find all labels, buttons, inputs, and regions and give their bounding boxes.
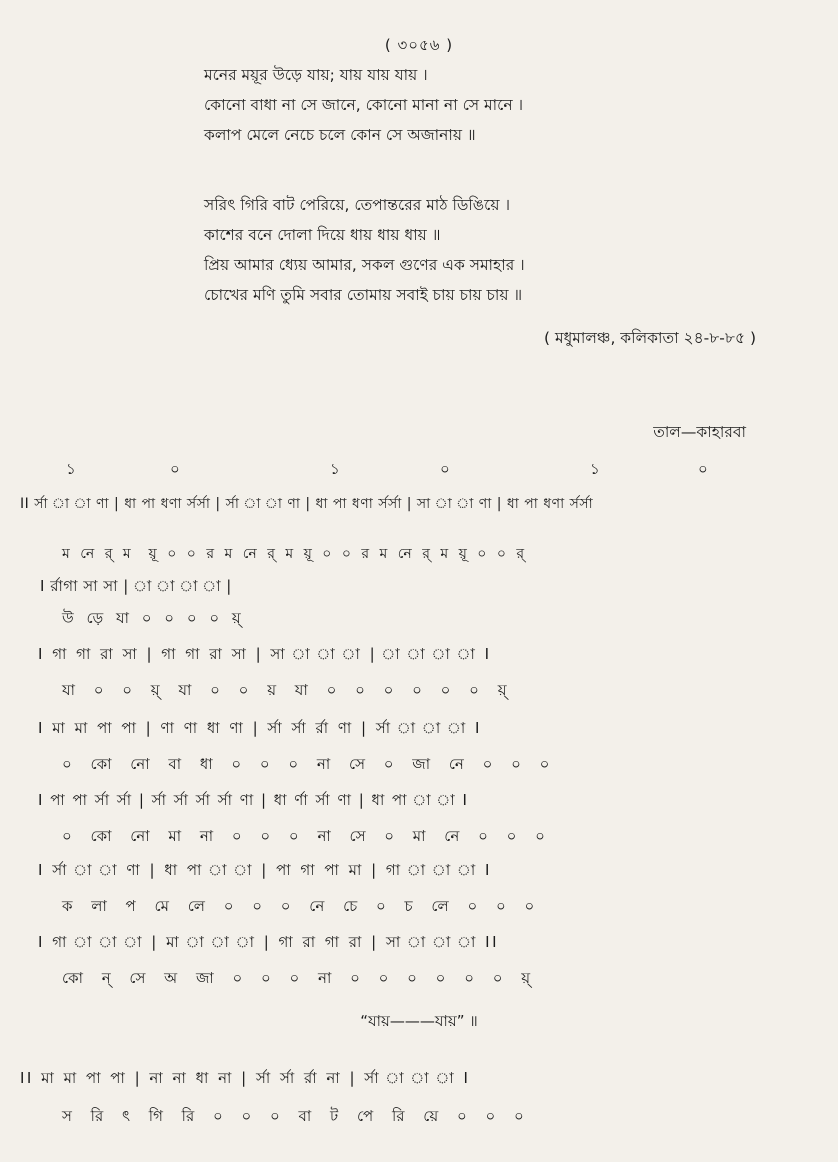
poem-line: চোখের মণি তুমি সবার তোমায় সবাই চায় চায় চায় ॥	[204, 286, 523, 304]
beat-marker: ০	[170, 460, 180, 478]
stanza-one	[204, 60, 804, 150]
notation-notes-row: I র্সা া া ণা | ধা পা া া | পা গা পা মা | গা া া া I	[38, 861, 492, 879]
beat-marker: ১	[590, 460, 600, 478]
beat-marker: ১	[330, 460, 340, 478]
notation-notes-row: I র্রাগা সা সা | া া া া |	[40, 577, 232, 595]
poem-line: মনের ময়ূর উড়ে যায়; যায় যায় যায় ।	[204, 66, 428, 84]
notation-notes-row: II মা মা পা পা | না না ধা না | র্সা র্সা র্রা না | র্সা া া া I	[20, 1069, 471, 1087]
tala-label: তাল—কাহারবা	[653, 423, 746, 441]
notation-lyrics-row: ম নে র্ ম ‌ য়ূ ০ ০ র ম নে র্ ম য়ূ ০ ০ র ম নে র্ ম য়ূ ০ ০ র্	[62, 546, 528, 562]
poem-line: কাশের বনে দোলা দিয়ে ধায় ধায় ধায় ॥	[204, 226, 441, 244]
notation-lyrics-row: কো ন্ সে অ জা ০ ০ ০ না ০ ০ ০ ০ ০ ০ য়্	[62, 969, 538, 987]
beat-marker: ০	[698, 460, 708, 478]
notation-notes-row: II র্সা া া ণা | ধা পা ধণা র্সর্সা | র্সা া া ণা | ধা পা ধণা র্সর্সা | সা া া ণা | ধা পা ধণা র্সর্সা	[20, 496, 594, 512]
poem-line: প্রিয় আমার ধ্যেয় আমার, সকল গুণের এক সমাহার ।	[204, 256, 525, 274]
poem-line: কোনো বাধা না সে জানে, কোনো মানা না সে মানে ।	[204, 96, 524, 114]
notation-lyrics-row: স রি ৎ গি রি ০ ০ ০ বা ট পে রি য়ে ০ ০ ০	[62, 1107, 531, 1125]
poem-line: কলাপ মেলে নেচে চলে কোন সে অজানায় ॥	[204, 126, 476, 144]
stanza-two	[204, 190, 804, 310]
source-attribution: ( মধুমালঞ্চ, কলিকাতা ২৪-৮-৮৫ )	[543, 329, 756, 347]
notation-lyrics-row: উ ড়ে যা ০ ০ ০ ০ য়্	[62, 609, 245, 627]
beat-marker: ১	[66, 460, 76, 478]
beat-marker: ০	[440, 460, 450, 478]
page-number: ( ৩০৫৬ )	[384, 36, 454, 54]
refrain-marker: “যায়———যায়” ॥	[360, 1012, 478, 1030]
notation-notes-row: I মা মা পা পা | ণা ণা ধা ণা | র্সা র্সা র্রা ণা | র্সা া া া I	[38, 719, 482, 737]
notation-lyrics-row: ০ কো নো মা না ০ ০ ০ না সে ০ মা নে ০ ০ ০	[62, 827, 552, 845]
notation-lyrics-row: ক লা প মে লে ০ ০ ০ নে চে ০ চ লে ০ ০ ০	[62, 897, 542, 915]
notation-lyrics-row: যা ০ ০ য়্ যা ০ ০ য় যা ০ ০ ০ ০ ০ ০ য়্	[62, 681, 514, 699]
poem-line: সরিৎ গিরি বাট পেরিয়ে, তেপান্তরের মাঠ ডিঙিয়ে ।	[204, 196, 510, 214]
notation-notes-row: I গা া া া | মা া া া | গা রা গা রা | সা া া া II	[38, 933, 499, 951]
notation-lyrics-row: ০ কো নো বা ধা ০ ০ ০ না সে ০ জা নে ০ ০ ০	[62, 755, 557, 773]
beat-markers	[0, 458, 838, 484]
notation-notes-row: I পা পা র্সা র্সা | র্সা র্সা র্সা র্সা ণা | ধা র্ণা র্সা ণা | ধা পা া া I	[38, 791, 469, 809]
notation-notes-row: I গা গা রা সা | গা গা রা সা | সা া া া | া া া া I	[38, 645, 492, 663]
